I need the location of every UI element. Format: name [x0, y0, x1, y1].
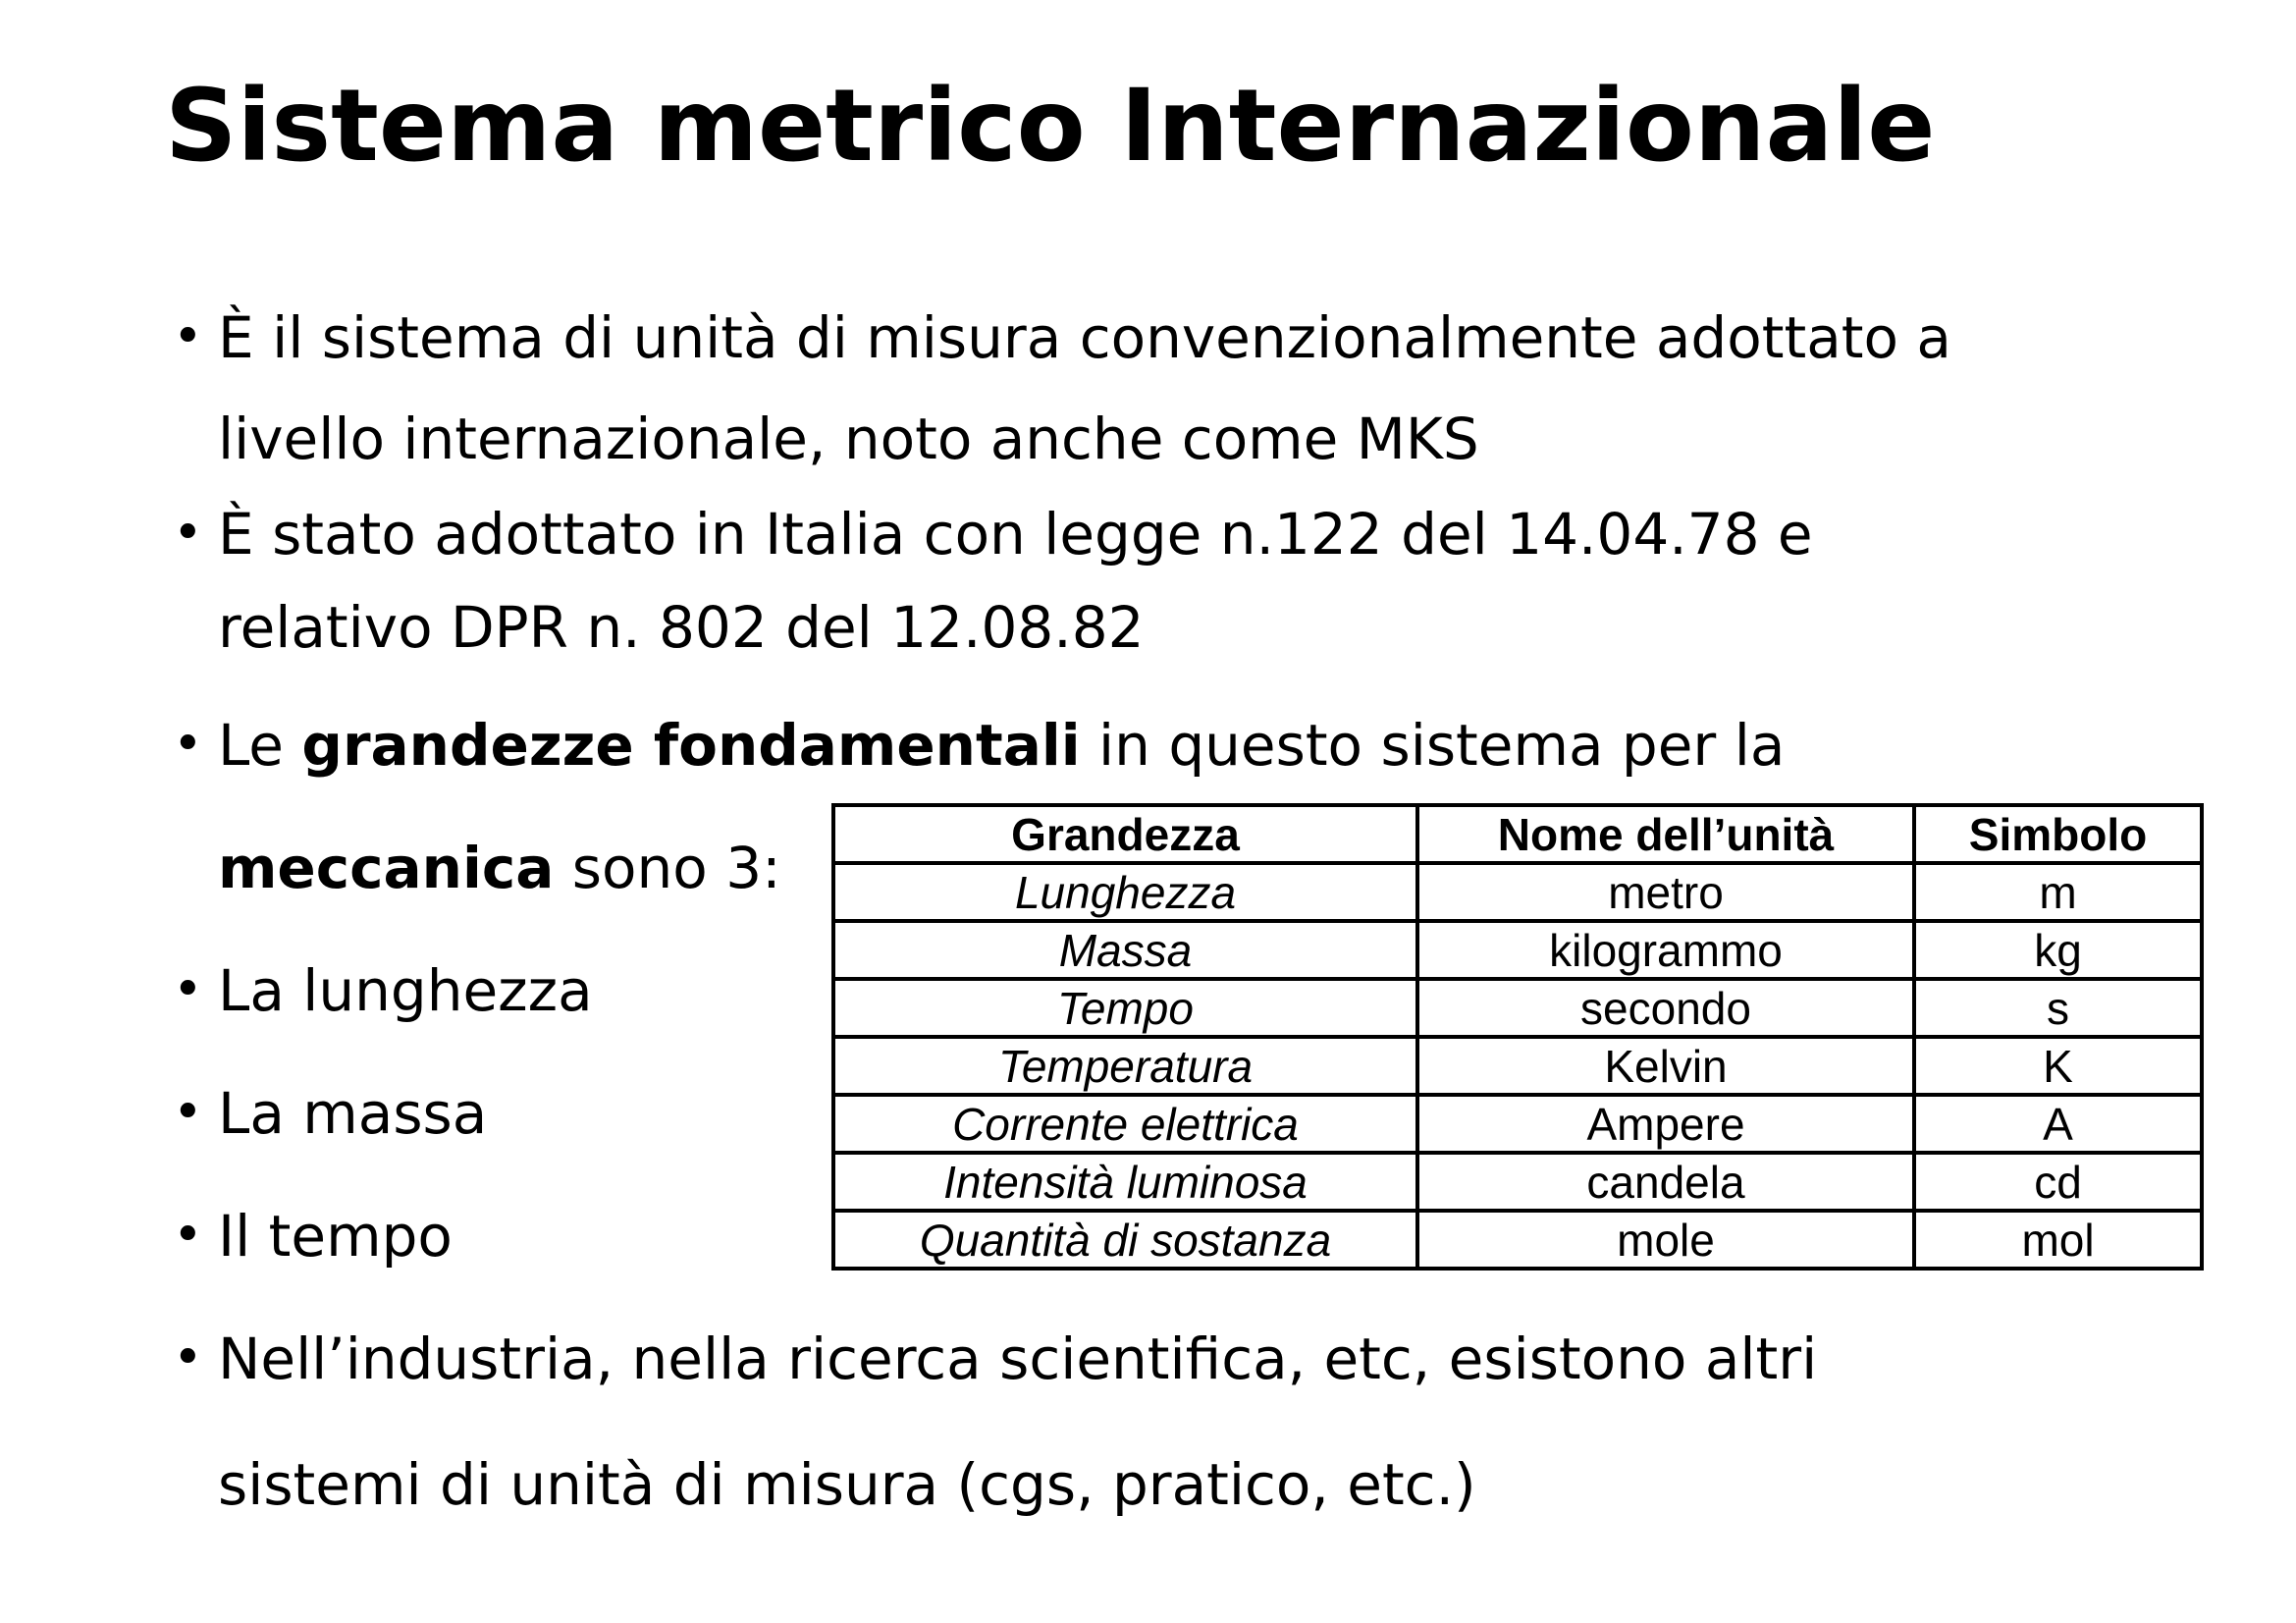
- bullet-dot: •: [173, 960, 203, 1019]
- cell-simbolo: s: [1914, 979, 2202, 1037]
- bullet-text: È stato adottato in Italia con legge n.122 del 14.04.78 e: [218, 501, 1813, 568]
- cell-nome-unita: candela: [1417, 1153, 1914, 1211]
- cell-nome-unita: metro: [1417, 863, 1914, 921]
- bullet-text: Nell’industria, nella ricerca scientifica, etc, esistono altri: [218, 1325, 1818, 1392]
- bullet-continuation: [218, 835, 781, 901]
- bullet-lunghezza: [173, 957, 593, 1024]
- table-row: [833, 1153, 2202, 1211]
- cell-nome-unita: mole: [1417, 1211, 1914, 1269]
- cell-simbolo: m: [1914, 863, 2202, 921]
- bullet-adozione-italia: [173, 501, 1813, 568]
- cell-simbolo: mol: [1914, 1211, 2202, 1269]
- cell-grandezza: Corrente elettrica: [833, 1095, 1417, 1153]
- bullet-text: La lunghezza: [218, 957, 593, 1024]
- table-row: [833, 1037, 2202, 1095]
- cell-grandezza: Temperatura: [833, 1037, 1417, 1095]
- bullet-text: La massa: [218, 1080, 488, 1147]
- bullet-dot: •: [173, 1083, 203, 1142]
- cell-simbolo: cd: [1914, 1153, 2202, 1211]
- column-header-simbolo: Simbolo: [1914, 805, 2202, 863]
- bullet-dot: •: [173, 307, 203, 366]
- si-units-table: [831, 803, 2204, 1271]
- bullet-dot: •: [173, 1206, 203, 1265]
- bullet-continuation: livello internazionale, noto anche come MKS: [218, 406, 1479, 472]
- cell-nome-unita: secondo: [1417, 979, 1914, 1037]
- bullet-text: Le: [218, 712, 302, 779]
- cell-simbolo: kg: [1914, 921, 2202, 979]
- cell-grandezza: Quantità di sostanza: [833, 1211, 1417, 1269]
- bullet-continuation: sistemi di unità di misura (cgs, pratico, etc.): [218, 1451, 1476, 1518]
- table-row: [833, 863, 2202, 921]
- cell-grandezza: Massa: [833, 921, 1417, 979]
- bullet-altri-sistemi: [173, 1325, 1818, 1392]
- cell-grandezza: Lunghezza: [833, 863, 1417, 921]
- cell-simbolo: K: [1914, 1037, 2202, 1095]
- cell-nome-unita: Kelvin: [1417, 1037, 1914, 1095]
- table-header-row: [833, 805, 2202, 863]
- bullet-dot: •: [173, 1328, 203, 1387]
- bullet-text: in questo sistema per la: [1080, 712, 1786, 779]
- cell-grandezza: Intensità luminosa: [833, 1153, 1417, 1211]
- bullet-bold-text: meccanica: [218, 835, 555, 901]
- bullet-text: Il tempo: [218, 1203, 453, 1270]
- cell-nome-unita: Ampere: [1417, 1095, 1914, 1153]
- table-row: [833, 921, 2202, 979]
- table-row: [833, 979, 2202, 1037]
- column-header-nome-unita: Nome dell’unità: [1417, 805, 1914, 863]
- cell-nome-unita: kilogrammo: [1417, 921, 1914, 979]
- table-row: [833, 1211, 2202, 1269]
- bullet-text: È il sistema di unità di misura convenzionalmente adottato a: [218, 304, 1951, 371]
- bullet-text: sono 3:: [554, 835, 781, 901]
- table-row: [833, 1095, 2202, 1153]
- cell-simbolo: A: [1914, 1095, 2202, 1153]
- column-header-grandezza: Grandezza: [833, 805, 1417, 863]
- slide-title: Sistema metrico Internazionale: [165, 68, 1936, 185]
- bullet-tempo: [173, 1203, 453, 1270]
- bullet-sistema-definizione: [173, 304, 1951, 371]
- bullet-continuation: relativo DPR n. 802 del 12.08.82: [218, 594, 1145, 661]
- cell-grandezza: Tempo: [833, 979, 1417, 1037]
- bullet-grandezze-fondamentali: [173, 712, 1786, 779]
- bullet-dot: •: [173, 715, 203, 774]
- bullet-massa: [173, 1080, 488, 1147]
- bullet-bold-text: grandezze fondamentali: [301, 712, 1081, 779]
- bullet-dot: •: [173, 504, 203, 563]
